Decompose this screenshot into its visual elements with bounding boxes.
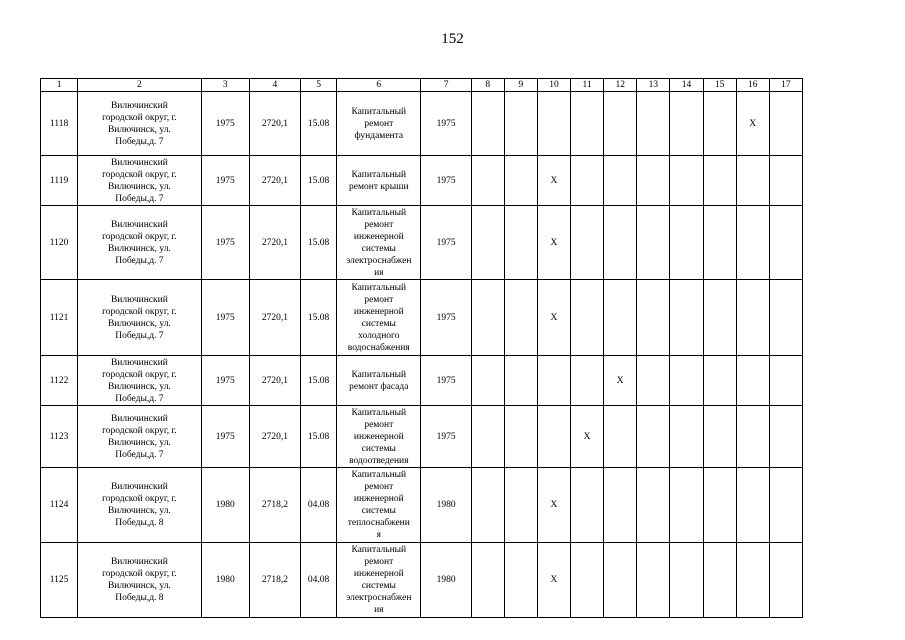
empty-cell [604, 406, 637, 468]
empty-cell [471, 356, 504, 406]
table-row [41, 543, 803, 618]
address-cell: Вилючинский городской округ, г. Вилючинск, ул. Победы,д. 7 [78, 280, 201, 356]
empty-cell [670, 468, 703, 543]
empty-cell [571, 92, 604, 156]
empty-cell [504, 406, 537, 468]
column-header-5: 5 [301, 79, 337, 92]
empty-cell [670, 543, 703, 618]
build-year-cell: 1975 [201, 156, 249, 206]
column-header-17: 17 [769, 79, 802, 92]
build-year-cell: 1975 [201, 280, 249, 356]
empty-cell [537, 406, 570, 468]
address-cell: Вилючинский городской округ, г. Вилючинск, ул. Победы,д. 8 [78, 468, 201, 543]
empty-cell [703, 356, 736, 406]
empty-cell [769, 156, 802, 206]
empty-cell [604, 543, 637, 618]
capital-repair-table [40, 78, 803, 618]
empty-cell [637, 468, 670, 543]
work-type-cell: Капитальный ремонт инженерной системы теплоснабжени я [337, 468, 421, 543]
work-type-cell: Капитальный ремонт инженерной системы электроснабжен ия [337, 206, 421, 280]
column-header-1: 1 [41, 79, 78, 92]
column-header-7: 7 [421, 79, 471, 92]
column-header-12: 12 [604, 79, 637, 92]
empty-cell [571, 543, 604, 618]
address-cell: Вилючинский городской округ, г. Вилючинск, ул. Победы,д. 7 [78, 406, 201, 468]
table-row [41, 280, 803, 356]
build-year-cell: 1975 [201, 92, 249, 156]
empty-cell [703, 280, 736, 356]
code-cell: 04.08 [301, 468, 337, 543]
work-type-cell: Капитальный ремонт инженерной системы холодного водоснабжения [337, 280, 421, 356]
work-type-cell: Капитальный ремонт фундамента [337, 92, 421, 156]
empty-cell [670, 206, 703, 280]
empty-cell [604, 280, 637, 356]
area-cell: 2718,2 [249, 468, 300, 543]
address-cell: Вилючинский городской округ, г. Вилючинск, ул. Победы,д. 7 [78, 156, 201, 206]
empty-cell [504, 280, 537, 356]
empty-cell [571, 468, 604, 543]
column-header-16: 16 [736, 79, 769, 92]
plan-year-cell: 1975 [421, 280, 471, 356]
empty-cell [769, 468, 802, 543]
work-type-cell: Капитальный ремонт фасада [337, 356, 421, 406]
area-cell: 2720,1 [249, 356, 300, 406]
row-number: 1125 [41, 543, 78, 618]
plan-year-cell: 1975 [421, 356, 471, 406]
empty-cell [537, 356, 570, 406]
empty-cell [637, 280, 670, 356]
empty-cell [736, 468, 769, 543]
address-cell: Вилючинский городской округ, г. Вилючинск, ул. Победы,д. 7 [78, 92, 201, 156]
empty-cell [769, 206, 802, 280]
empty-cell [736, 156, 769, 206]
plan-year-cell: 1975 [421, 156, 471, 206]
row-number: 1121 [41, 280, 78, 356]
empty-cell [637, 156, 670, 206]
mark-cell: X [537, 280, 570, 356]
empty-cell [703, 406, 736, 468]
empty-cell [604, 92, 637, 156]
empty-cell [637, 356, 670, 406]
empty-cell [736, 543, 769, 618]
empty-cell [670, 156, 703, 206]
column-header-15: 15 [703, 79, 736, 92]
empty-cell [769, 356, 802, 406]
empty-cell [736, 406, 769, 468]
empty-cell [471, 156, 504, 206]
table-row [41, 92, 803, 156]
table-row [41, 468, 803, 543]
empty-cell [736, 280, 769, 356]
code-cell: 04.08 [301, 543, 337, 618]
mark-cell: X [537, 468, 570, 543]
empty-cell [504, 156, 537, 206]
code-cell: 15.08 [301, 92, 337, 156]
header-row [41, 79, 803, 92]
empty-cell [471, 543, 504, 618]
plan-year-cell: 1975 [421, 206, 471, 280]
column-header-3: 3 [201, 79, 249, 92]
empty-cell [670, 406, 703, 468]
empty-cell [537, 92, 570, 156]
area-cell: 2720,1 [249, 280, 300, 356]
empty-cell [670, 92, 703, 156]
mark-cell: X [571, 406, 604, 468]
area-cell: 2720,1 [249, 406, 300, 468]
plan-year-cell: 1975 [421, 406, 471, 468]
empty-cell [571, 356, 604, 406]
table-body [41, 92, 803, 618]
plan-year-cell: 1980 [421, 468, 471, 543]
empty-cell [769, 406, 802, 468]
column-header-14: 14 [670, 79, 703, 92]
empty-cell [571, 280, 604, 356]
empty-cell [504, 543, 537, 618]
table-row [41, 406, 803, 468]
area-cell: 2720,1 [249, 156, 300, 206]
page-number: 152 [441, 31, 464, 47]
row-number: 1118 [41, 92, 78, 156]
address-cell: Вилючинский городской округ, г. Вилючинск, ул. Победы,д. 7 [78, 206, 201, 280]
address-cell: Вилючинский городской округ, г. Вилючинск, ул. Победы,д. 7 [78, 356, 201, 406]
build-year-cell: 1975 [201, 406, 249, 468]
column-header-10: 10 [537, 79, 570, 92]
column-header-11: 11 [571, 79, 604, 92]
table-row [41, 206, 803, 280]
mark-cell: X [537, 156, 570, 206]
empty-cell [471, 206, 504, 280]
empty-cell [604, 156, 637, 206]
empty-cell [571, 156, 604, 206]
empty-cell [703, 468, 736, 543]
code-cell: 15.08 [301, 406, 337, 468]
build-year-cell: 1975 [201, 206, 249, 280]
empty-cell [471, 280, 504, 356]
build-year-cell: 1980 [201, 468, 249, 543]
column-header-2: 2 [78, 79, 201, 92]
empty-cell [736, 206, 769, 280]
address-cell: Вилючинский городской округ, г. Вилючинск, ул. Победы,д. 8 [78, 543, 201, 618]
row-number: 1119 [41, 156, 78, 206]
code-cell: 15.08 [301, 280, 337, 356]
empty-cell [703, 543, 736, 618]
row-number: 1120 [41, 206, 78, 280]
empty-cell [504, 356, 537, 406]
column-header-13: 13 [637, 79, 670, 92]
area-cell: 2720,1 [249, 92, 300, 156]
row-number: 1124 [41, 468, 78, 543]
table-row [41, 356, 803, 406]
empty-cell [769, 280, 802, 356]
empty-cell [504, 468, 537, 543]
empty-cell [769, 92, 802, 156]
mark-cell: X [604, 356, 637, 406]
code-cell: 15.08 [301, 356, 337, 406]
work-type-cell: Капитальный ремонт крыши [337, 156, 421, 206]
build-year-cell: 1980 [201, 543, 249, 618]
empty-cell [637, 406, 670, 468]
empty-cell [703, 156, 736, 206]
plan-year-cell: 1980 [421, 543, 471, 618]
mark-cell: X [537, 206, 570, 280]
empty-cell [736, 356, 769, 406]
row-number: 1123 [41, 406, 78, 468]
empty-cell [769, 543, 802, 618]
mark-cell: X [736, 92, 769, 156]
build-year-cell: 1975 [201, 356, 249, 406]
empty-cell [637, 206, 670, 280]
area-cell: 2720,1 [249, 206, 300, 280]
column-header-6: 6 [337, 79, 421, 92]
empty-cell [637, 92, 670, 156]
work-type-cell: Капитальный ремонт инженерной системы водоотведения [337, 406, 421, 468]
empty-cell [504, 206, 537, 280]
empty-cell [670, 280, 703, 356]
empty-cell [604, 206, 637, 280]
code-cell: 15.08 [301, 206, 337, 280]
empty-cell [471, 468, 504, 543]
empty-cell [504, 92, 537, 156]
area-cell: 2718,2 [249, 543, 300, 618]
table-row [41, 156, 803, 206]
empty-cell [703, 206, 736, 280]
empty-cell [604, 468, 637, 543]
column-header-4: 4 [249, 79, 300, 92]
plan-year-cell: 1975 [421, 92, 471, 156]
code-cell: 15.08 [301, 156, 337, 206]
empty-cell [571, 206, 604, 280]
empty-cell [670, 356, 703, 406]
column-header-8: 8 [471, 79, 504, 92]
row-number: 1122 [41, 356, 78, 406]
empty-cell [471, 406, 504, 468]
column-header-9: 9 [504, 79, 537, 92]
mark-cell: X [537, 543, 570, 618]
empty-cell [637, 543, 670, 618]
empty-cell [703, 92, 736, 156]
empty-cell [471, 92, 504, 156]
work-type-cell: Капитальный ремонт инженерной системы электроснабжен ия [337, 543, 421, 618]
